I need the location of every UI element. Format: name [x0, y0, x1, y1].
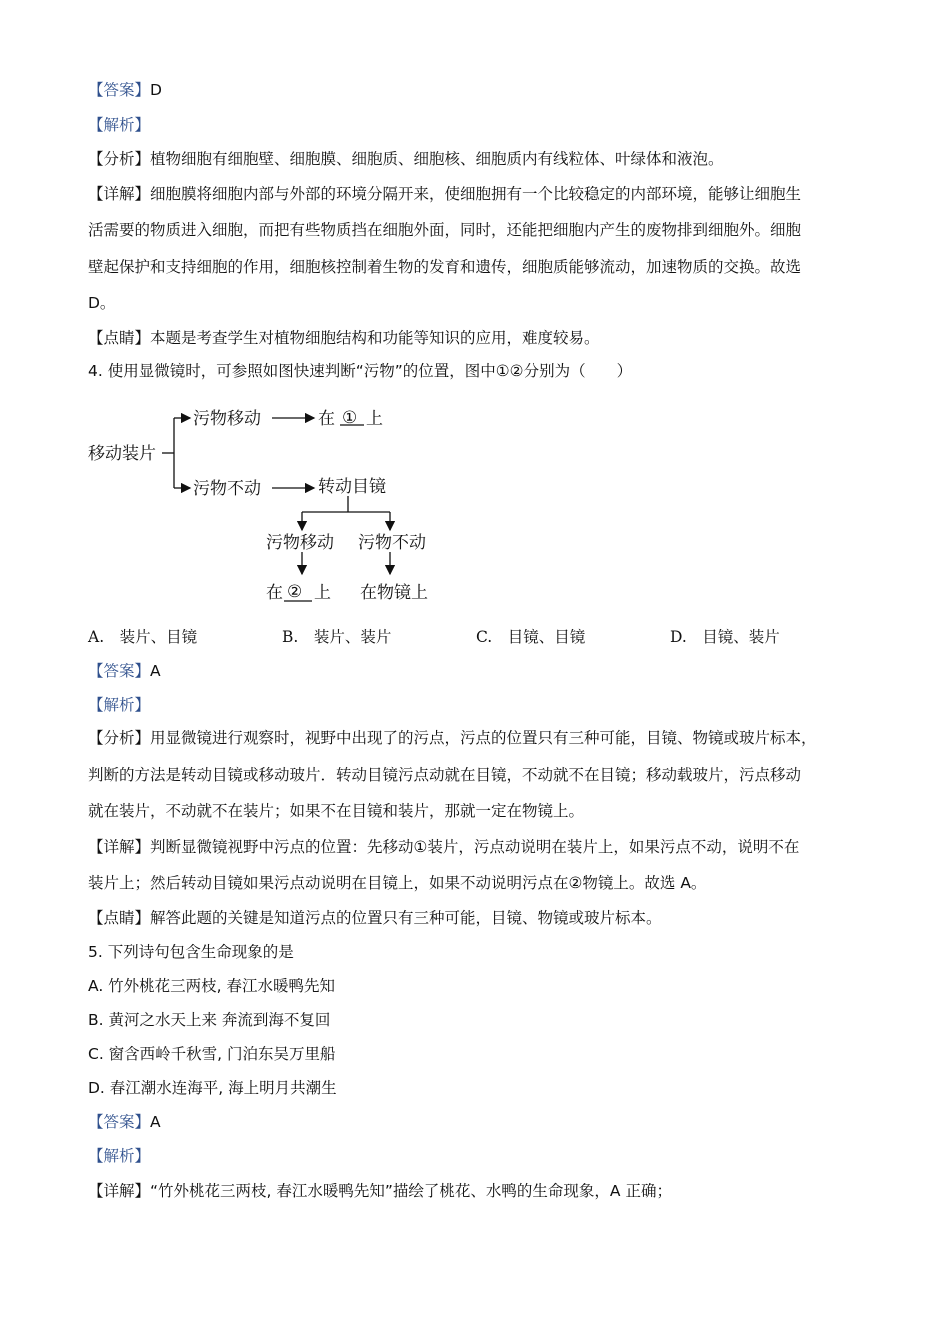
answer-tag: 【答案】 — [88, 81, 151, 99]
option-c: C. 目镜、目镜 — [476, 628, 586, 646]
detail-tag: 【详解】 — [88, 838, 151, 856]
question-stem: 5. 下列诗句包含生命现象的是 — [88, 943, 294, 961]
answer-line — [88, 660, 878, 682]
detail-text: 装片上；然后转动目镜如果污点动说明在目镜上，如果不动说明污点在②物镜上。故选 A。 — [88, 874, 707, 892]
node-dirt-still: 污物不动 — [193, 479, 261, 499]
comment-tag: 【点睛】 — [88, 329, 151, 347]
node-dirt-moves: 污物移动 — [266, 533, 334, 553]
detail-text: 细胞膜将细胞内部与外部的环境分隔开来，使细胞拥有一个比较稳定的内部环境，能够让细胞生 — [150, 185, 802, 203]
answer-value: A — [150, 662, 161, 680]
analysis-tag: 【分析】 — [88, 729, 151, 747]
option-d: D. 春江潮水连海平, 海上明月共潮生 — [88, 1079, 337, 1097]
analysis-text: 就在装片，不动就不在装片；如果不在目镜和装片，那就一定在物镜上。 — [88, 802, 585, 820]
answer-value: D — [150, 81, 162, 99]
explanation-tag: 【解析】 — [88, 1147, 151, 1165]
explanation-tag: 【解析】 — [88, 696, 151, 714]
node-at-blank-suffix: 上 — [366, 409, 383, 429]
option-b: B. 装片、装片 — [282, 628, 392, 646]
node-rotate-eyepiece: 转动目镜 — [318, 477, 386, 497]
detail-text: “竹外桃花三两枝, 春江水暖鸭先知”描绘了桃花、水鸭的生命现象，A 正确； — [150, 1182, 672, 1200]
answer-line — [88, 79, 878, 101]
blank-circle-1: ① — [342, 408, 358, 428]
explanation-heading — [88, 114, 878, 136]
question-stem: 4. 使用显微镜时，可参照如图快速判断“污物”的位置，图中①②分别为（ ） — [88, 362, 633, 380]
analysis-tag: 【分析】 — [88, 150, 151, 168]
detail-tag: 【详解】 — [88, 185, 151, 203]
detail-text: D。 — [88, 294, 116, 312]
option-d: D. 目镜、装片 — [670, 628, 780, 646]
node-dirt-still: 污物不动 — [358, 533, 426, 553]
node-on-objective: 在物镜上 — [360, 583, 428, 603]
node-dirt-moves: 污物移动 — [193, 409, 261, 429]
flowchart-diagram — [86, 398, 446, 610]
comment-line — [88, 907, 878, 929]
detail-line — [88, 836, 878, 858]
option-a: A. 竹外桃花三两枝, 春江水暖鸭先知 — [88, 977, 336, 995]
option-a: A. 装片、目镜 — [88, 628, 198, 646]
explanation-heading — [88, 694, 878, 716]
answer-line — [88, 1111, 878, 1133]
comment-line — [88, 327, 878, 349]
comment-text: 解答此题的关键是知道污点的位置只有三种可能，目镜、物镜或玻片标本。 — [150, 909, 662, 927]
detail-text: 活需要的物质进入细胞，而把有些物质挡在细胞外面，同时，还能把细胞内产生的废物排到细胞外。细胞 — [88, 221, 802, 239]
analysis-text: 植物细胞有细胞壁、细胞膜、细胞质、细胞核、细胞质内有线粒体、叶绿体和液泡。 — [150, 150, 724, 168]
analysis-text: 判断的方法是转动目镜或移动玻片．转动目镜污点动就在目镜，不动就不在目镜；移动载玻片，污点移动 — [88, 766, 802, 784]
answer-tag: 【答案】 — [88, 1113, 151, 1131]
detail-text: 壁起保护和支持细胞的作用，细胞核控制着生物的发育和遗传，细胞质能够流动，加速物质的交换。故选 — [88, 258, 802, 276]
option-c: C. 窗含西岭千秋雪, 门泊东吴万里船 — [88, 1045, 336, 1063]
node-move-slide: 移动装片 — [88, 444, 156, 464]
detail-line — [88, 1180, 878, 1202]
answer-tag: 【答案】 — [88, 662, 151, 680]
analysis-text: 用显微镜进行观察时，视野中出现了的污点，污点的位置只有三种可能，目镜、物镜或玻片标本， — [150, 729, 817, 747]
analysis-line — [88, 727, 878, 749]
node-at-blank-prefix: 在 — [266, 583, 283, 603]
node-at-blank-prefix: 在 — [318, 409, 335, 429]
explanation-tag: 【解析】 — [88, 116, 151, 134]
blank-circle-2: ② — [287, 582, 303, 602]
detail-text: 判断显微镜视野中污点的位置：先移动①装片，污点动说明在装片上，如果污点不动，说明不在 — [150, 838, 800, 856]
analysis-line — [88, 148, 878, 170]
answer-value: A — [150, 1113, 161, 1131]
option-b: B. 黄河之水天上来 奔流到海不复回 — [88, 1011, 331, 1029]
detail-line — [88, 183, 878, 205]
comment-text: 本题是考查学生对植物细胞结构和功能等知识的应用，难度较易。 — [150, 329, 600, 347]
detail-tag: 【详解】 — [88, 1182, 151, 1200]
node-at-blank-suffix: 上 — [314, 583, 331, 603]
explanation-heading — [88, 1145, 878, 1167]
comment-tag: 【点睛】 — [88, 909, 151, 927]
